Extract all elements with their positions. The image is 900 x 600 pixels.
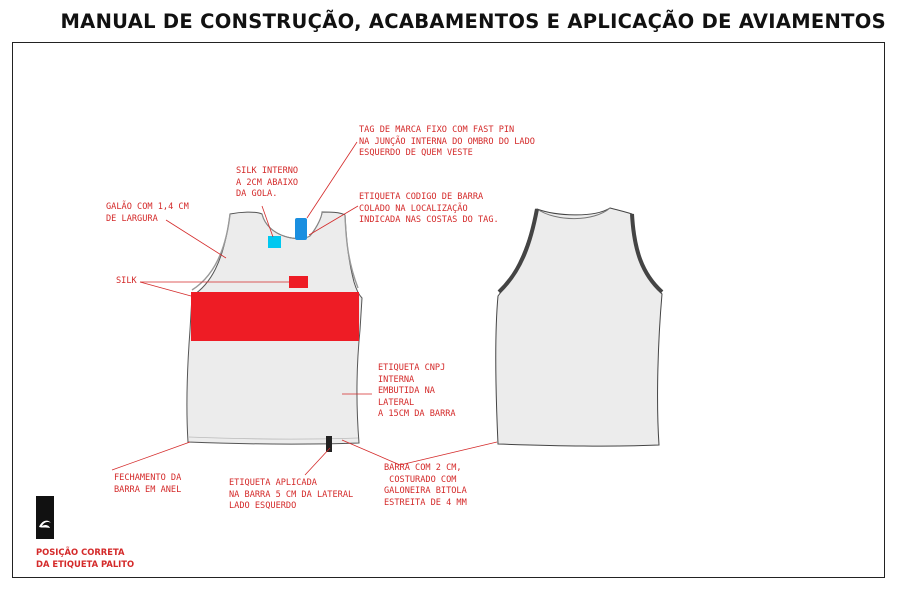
palito-label-body [36,496,54,539]
note-line: ETIQUETA CNPJ [378,363,446,373]
leader-barra-front [342,440,400,465]
note-line: COSTURADO COM [384,474,457,485]
note-tag-marca [359,125,535,160]
palito-caption-line: DA ETIQUETA PALITO [36,559,135,569]
note-line: BARRA COM 2 CM, [384,463,462,473]
silk-print-block [191,292,359,341]
palito-label-icon [36,496,54,539]
note-line: COLADO NA LOCALIZAÇÃO [359,203,468,214]
note-line: GALÃO COM 1,4 CM [106,202,189,212]
brand-tag-marker [295,218,307,240]
leader-tag-marca [307,142,357,218]
note-line: SILK [116,276,137,286]
note-line: GALONEIRA BITOLA [384,486,467,497]
note-line: NA BARRA 5 CM DA LATERAL [229,489,354,500]
note-line: NA JUNÇÃO INTERNA DO OMBRO DO LADO [359,136,535,147]
note-line: ESQUERDO DE QUEM VESTE [359,148,473,159]
back-tank-top [496,208,662,446]
note-line: ETIQUETA APLICADA [229,478,317,488]
note-silk-interno [236,166,298,201]
note-line: DE LARGURA [106,213,158,224]
palito-caption [36,546,134,570]
note-line: LATERAL [378,397,415,408]
silk-small-marker [289,276,308,288]
note-line: EMBUTIDA NA [378,386,435,397]
note-etiqueta-cnpj [378,363,456,421]
note-line: TAG DE MARCA FIXO COM FAST PIN [359,125,515,135]
palito-caption-line: POSIÇÃO CORRETA [36,547,125,557]
note-silk [116,276,137,288]
leader-silk-block [140,282,191,296]
note-line: INTERNA [378,374,415,385]
note-line: A 15CM DA BARRA [378,409,456,420]
leader-aplicada [305,448,330,475]
note-etiqueta-codigo [359,192,499,227]
note-line: BARRA EM ANEL [114,484,182,495]
note-line: FECHAMENTO DA [114,473,182,483]
note-line: SILK INTERNO [236,166,299,176]
note-galao [106,202,189,225]
note-barra [384,463,467,509]
note-line: A 2CM ABAIXO [236,177,299,188]
note-line: DA GOLA. [236,189,278,200]
leader-galao [166,220,226,258]
note-line: ETIQUETA CODIGO DE BARRA [359,192,484,202]
note-fechamento [114,473,181,496]
note-etiqueta-aplicada [229,478,353,513]
silk-interno-marker [268,236,281,248]
note-line: INDICADA NAS COSTAS DO TAG. [359,215,499,226]
leader-barra-back [400,442,497,465]
note-line: LADO ESQUERDO [229,501,297,512]
note-line: ESTREITA DE 4 MM [384,497,467,508]
leader-fechamento [112,442,190,470]
page-title: MANUAL DE CONSTRUÇÃO, ACABAMENTOS E APLICAÇÃO DE AVIAMENTOS [60,10,886,33]
